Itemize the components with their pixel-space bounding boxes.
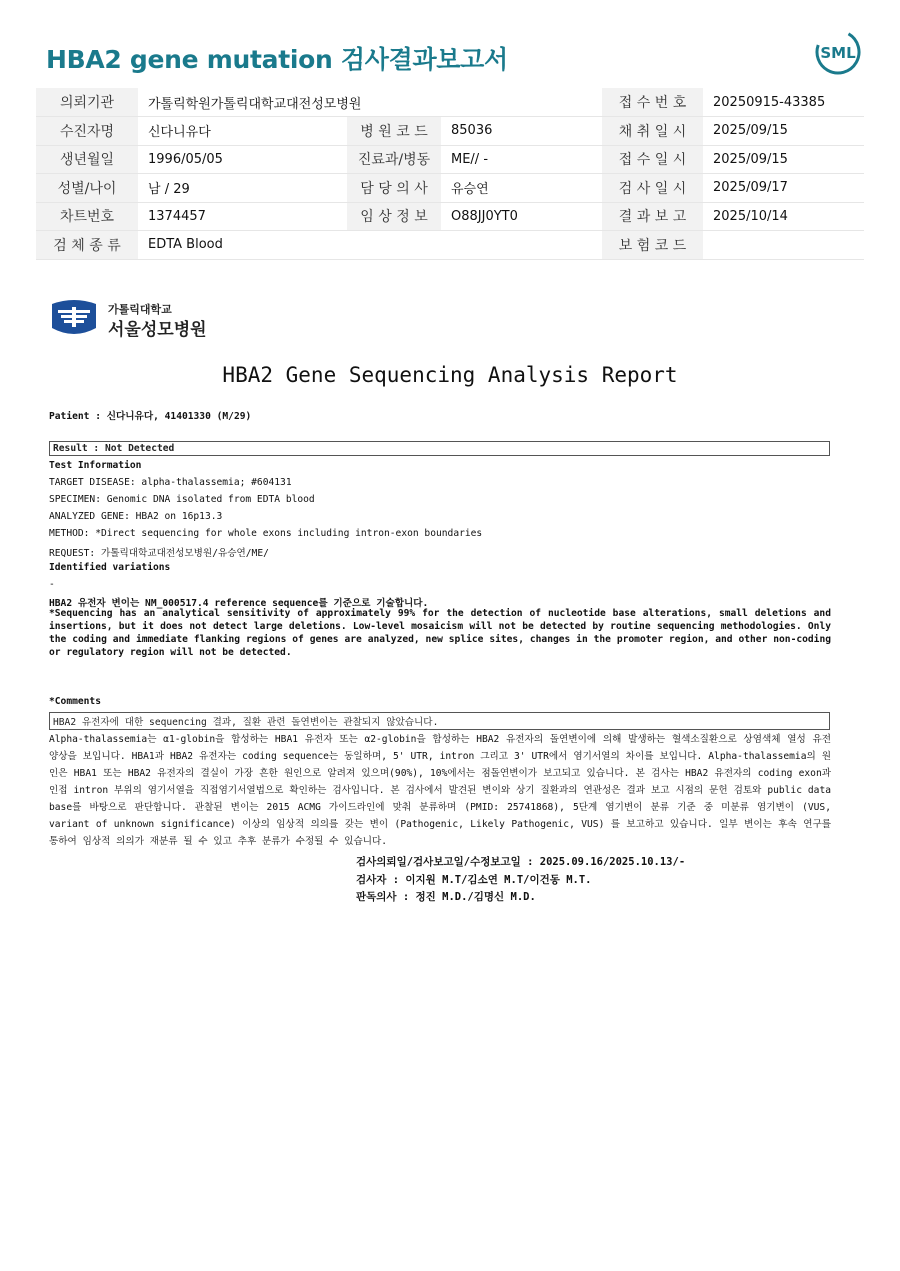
clinical-info-value: O88JJ0YT0	[441, 202, 602, 231]
reading-physicians: 판독의사 : 정진 M.D./김명신 M.D.	[356, 891, 536, 903]
info-row	[36, 231, 864, 260]
hospital-code-value: 85036	[441, 117, 602, 146]
document-title: HBA2 gene mutation 검사결과보고서	[46, 45, 508, 74]
info-row	[36, 145, 864, 174]
info-row	[36, 202, 864, 231]
test-info-heading: Test Information	[49, 460, 142, 471]
patient-name-label: 수진자명	[36, 117, 138, 146]
sml-logo-icon	[814, 28, 862, 76]
specimen-line: SPECIMEN: Genomic DNA isolated from EDTA blood	[49, 494, 315, 505]
receipt-date-value: 2025/09/15	[703, 145, 864, 174]
requesting-institution-value: 가톨릭학원가톨릭대학교대전성모병원	[138, 88, 602, 117]
department-value: ME// -	[441, 145, 602, 174]
info-row	[36, 88, 864, 117]
analyzed-gene: ANALYZED GENE: HBA2 on 16p13.3	[49, 511, 223, 522]
method-line: METHOD: *Direct sequencing for whole exons including intron-exon boundaries	[49, 528, 483, 539]
patient-name-value: 신다니유다	[138, 117, 347, 146]
sensitivity-note: *Sequencing has an analytical sensitivity of approximately 99% for the detection of nucleotide base alterations, small deletions and insertions, but it does not detect large deletions. Low-level mosaicism will not be detected by routine sequencing methodologies. Only the coding and immediate flanking regions of genes are analyzed, new splice sites, changes in the promoter region, and other non-coding or regulatory region will not be detected.	[49, 608, 831, 658]
report-title: HBA2 Gene Sequencing Analysis Report	[222, 363, 678, 387]
collection-date-label: 채 취 일 시	[602, 117, 703, 146]
comment-body: Alpha-thalassemia는 α1-globin을 합성하는 HBA1 유전자 또는 α2-globin을 합성하는 HBA2 유전자의 돌연변이에 의해 발생하는 혈색소질환으로 상염색체 열성 유전 양상을 보입니다. HBA1과 HBA2 유전자는 coding sequence는 동일하며, 5' UTR, intron 그리고 3' UTR에서 염기서열의 차이를 보입니다. Alpha-thalassemia의 원인은 HBA1 또는 HBA2 유전자의 결실이 가장 흔한 원인으로 알려져 있으며(90%), 10%에서는 점돌연변이가 보고되고 있습니다. 본 검사는 HBA2 유전자의 coding exon과 인접 intron 부위의 염기서열을 직접염기서열법으로 확인하는 검사입니다. 본 검사에서 발견된 변이와 상기 질환과의 연관성은 결과 보고 시점의 문헌 검토와 public data base를 바탕으로 판단합니다. 관찰된 변이는 2015 ACMG 가이드라인에 맞춰 분류하며 (PMID: 25741868), 5단계 염기변이 분류 기준 중 미분류 염기변이 (VUS, variant of unknown significance) 이상의 임상적 의의를 갖는 변이 (Pathogenic, Likely Pathogenic, VUS) 를 보고하고 있습니다. 일부 변이는 후속 연구를 통하여 임상적 의의가 재분류 될 수 있고 추후 분류가 수정될 수 있습니다.	[49, 734, 831, 847]
test-date-label: 검 사 일 시	[602, 174, 703, 203]
chart-number-value: 1374457	[138, 202, 347, 231]
result-report-label: 결 과 보 고	[602, 202, 703, 231]
physician-label: 담 당 의 사	[347, 174, 441, 203]
department-label: 진료과/병동	[347, 145, 441, 174]
requesting-institution-label: 의뢰기관	[36, 88, 138, 117]
target-disease: TARGET DISEASE: alpha-thalassemia; #604131	[49, 477, 292, 488]
request-line: REQUEST: 가톨릭대학교대전성모병원/유승연/ME/	[49, 548, 269, 559]
patient-line: Patient : 신다니유다, 41401330 (M/29)	[49, 411, 252, 422]
svg-text:SML: SML	[820, 44, 856, 62]
insurance-code-value	[703, 231, 864, 260]
receipt-number-value: 20250915-43385	[703, 88, 864, 117]
variations-value: -	[49, 579, 55, 590]
result-box: Result : Not Detected	[49, 441, 830, 456]
reference-note: HBA2 유전자 변이는 NM_000517.4 reference sequence를 기준으로 기술합니다.	[49, 598, 429, 609]
physician-value: 유승연	[441, 174, 602, 203]
examiners: 검사자 : 이지원 M.T/김소연 M.T/이건동 M.T.	[356, 874, 592, 886]
hospital-name: 서울성모병원	[108, 320, 207, 340]
sex-age-label: 성별/나이	[36, 174, 138, 203]
clinical-info-label: 임 상 정 보	[347, 202, 441, 231]
hospital-university-name: 가톨릭대학교	[108, 303, 172, 316]
patient-info-table	[36, 88, 864, 260]
hospital-code-label: 병 원 코 드	[347, 117, 441, 146]
hospital-logo	[48, 298, 218, 340]
sex-age-value: 남 / 29	[138, 174, 347, 203]
insurance-code-label: 보 험 코 드	[602, 231, 703, 260]
report-dates: 검사의뢰일/검사보고일/수정보고일 : 2025.09.16/2025.10.13/-	[356, 856, 686, 868]
test-date-value: 2025/09/17	[703, 174, 864, 203]
variations-heading: Identified variations	[49, 562, 171, 573]
collection-date-value: 2025/09/15	[703, 117, 864, 146]
result-report-value: 2025/10/14	[703, 202, 864, 231]
comments-heading: *Comments	[49, 696, 101, 707]
receipt-date-label: 접 수 일 시	[602, 145, 703, 174]
info-row	[36, 117, 864, 146]
specimen-type-label: 검 체 종 류	[36, 231, 138, 260]
comment-box: HBA2 유전자에 대한 sequencing 결과, 질환 관련 돌연변이는 관찰되지 않았습니다.	[49, 712, 830, 730]
specimen-type-value: EDTA Blood	[138, 231, 602, 260]
info-row	[36, 174, 864, 203]
birth-date-label: 생년월일	[36, 145, 138, 174]
chart-number-label: 차트번호	[36, 202, 138, 231]
receipt-number-label: 접 수 번 호	[602, 88, 703, 117]
hospital-emblem-icon	[48, 298, 100, 338]
birth-date-value: 1996/05/05	[138, 145, 347, 174]
